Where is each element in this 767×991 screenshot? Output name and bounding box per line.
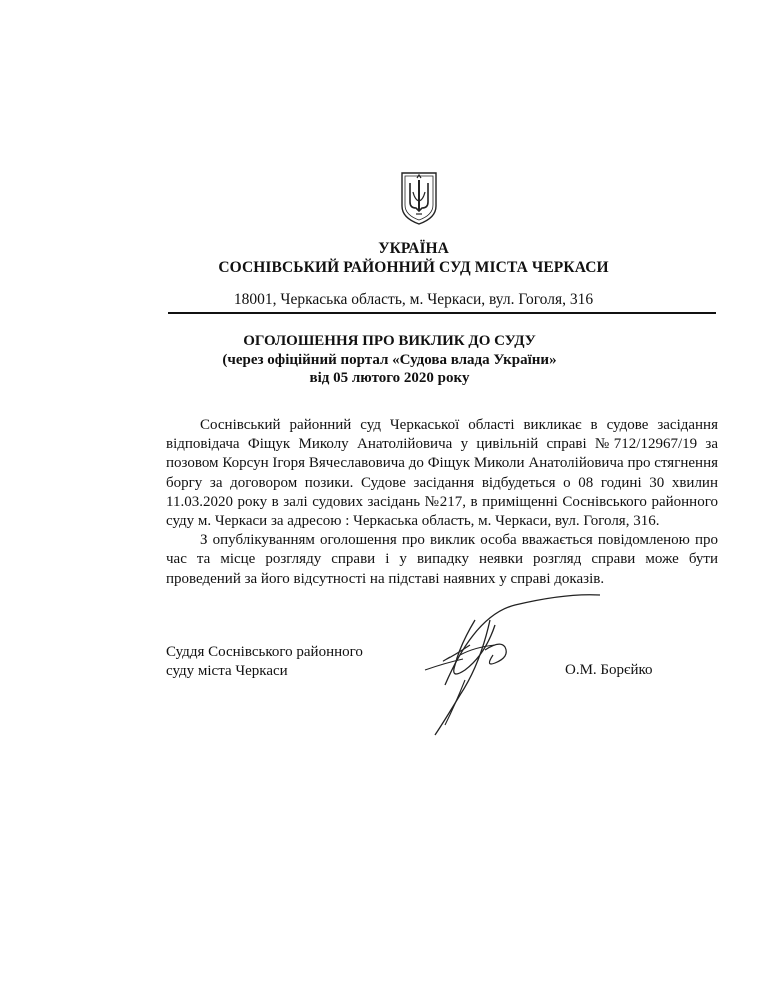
document-date: від 05 лютого 2020 року bbox=[309, 370, 470, 386]
court-address: 18001, Черкаська область, м. Черкаси, вул. Гоголя, 316 bbox=[233, 291, 594, 308]
judge-title-line1: Суддя Соснівського районного bbox=[166, 644, 363, 660]
judge-title bbox=[166, 643, 363, 681]
country-heading: УКРАЇНА bbox=[378, 240, 449, 257]
body-paragraph-summons: Соснівський районний суд Черкаської області викликає в судове засідання відповідача Фіщук Миколу Анатолійовича у цивільній справі №712/12967/19 за позовом Корсун Ігоря Вячеславовича до Фіщук Миколи Анатолійовича про стягнення боргу за договором позики. Судове засідання відбудеться о 08 годині 30 хвилин 11.03.2020 року в залі судових засідань №217, в приміщенні Соснівського районного суду м. Черкаси за адресою : Черкаська область, м. Черкаси, вул. Гоголя, 316. bbox=[166, 417, 718, 530]
judge-name: О.М. Борєйко bbox=[565, 662, 653, 678]
trident-coat-of-arms-icon bbox=[399, 170, 439, 226]
judge-title-line2: суду міста Черкаси bbox=[166, 663, 288, 679]
document-subtitle: (через офіційний портал «Судова влада України» bbox=[222, 352, 557, 368]
court-name-heading: СОСНІВСЬКИЙ РАЙОННИЙ СУД МІСТА ЧЕРКАСИ bbox=[218, 259, 609, 276]
body-paragraph-notice: З опублікуванням оголошення про виклик особа вважається повідомленою про час та місце розгляду справи і у випадку неявки розгляд справи може бути проведений за його відсутності на підставі наявних у справі доказів. bbox=[166, 532, 718, 587]
header-divider bbox=[168, 312, 716, 314]
document-title: ОГОЛОШЕННЯ ПРО ВИКЛИК ДО СУДУ bbox=[243, 333, 536, 349]
document-body bbox=[166, 416, 718, 589]
